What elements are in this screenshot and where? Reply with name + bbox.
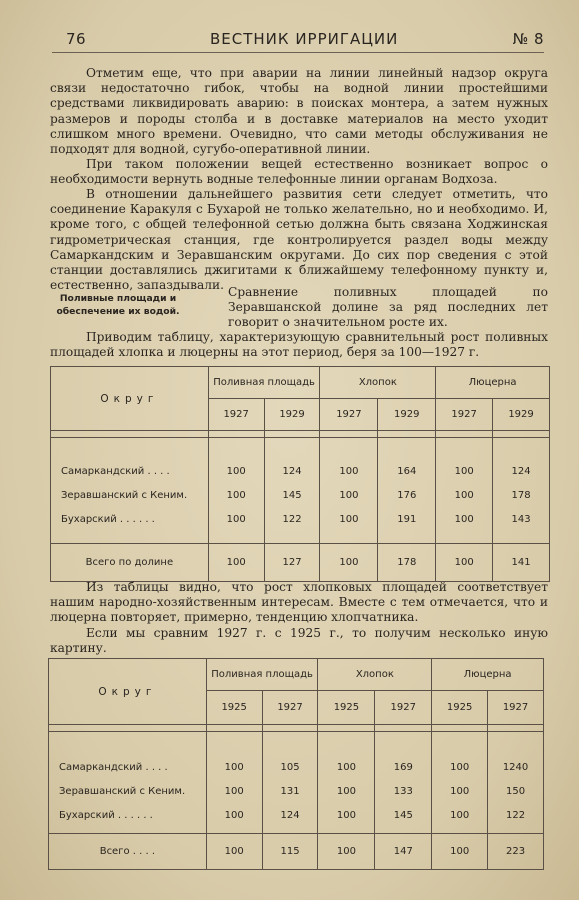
year-header: 1929 (378, 399, 436, 431)
value-cell: 124 145 122 (264, 438, 320, 544)
paragraph-4: Сравнение поливных площадей по Зеравшанской долине за ряд последних лет говорит о значительном росте их. (228, 285, 548, 330)
region-name: Зеравшанский с Кеним. (61, 490, 188, 501)
value-cell: 124 178 143 (493, 438, 550, 544)
total-value: 127 (264, 544, 320, 582)
value-cell: 169 133 145 (375, 732, 432, 834)
value-cell: 100 100 100 (208, 438, 264, 544)
paragraph-1: Отметим еще, что при аварии на линии линейный надзор округа связи недостаточно гибок, чтобы на водной линии простейшими средствами ликвидировать аварию: в поисках монтера, а затем нужных размеров и породы столба и в доставке материалов на место уходит слишком много времени. Очевидно, что сами методы обслуживания не подходят для водной, сугубо-оперативной линии. (50, 66, 548, 157)
group-header: Поливная площадь (208, 367, 320, 399)
year-header: 1927 (488, 691, 544, 725)
year-header: 1929 (493, 399, 550, 431)
value-cell: 100 100 100 (320, 438, 378, 544)
total-row (51, 544, 550, 582)
total-value: 100 (436, 544, 493, 582)
total-value: 115 (262, 834, 318, 870)
total-row (49, 834, 544, 870)
value-cell: 100 100 100 (318, 732, 375, 834)
region-name: Бухарский . . . . . . (59, 810, 153, 821)
okrug-header: Округ (51, 367, 209, 431)
total-value: 147 (375, 834, 432, 870)
year-header: 1925 (432, 691, 488, 725)
okrug-header: Округ (49, 659, 207, 725)
region-cell (49, 732, 207, 834)
region-cell (51, 438, 209, 544)
total-value: 141 (493, 544, 550, 582)
region-name: Зеравшанский с Кеним. (59, 786, 186, 797)
total-value: 100 (432, 834, 488, 870)
table-1925-1927 (48, 658, 544, 870)
group-header: Люцерна (436, 367, 550, 399)
value-cell: 100 100 100 (206, 732, 262, 834)
value-cell: 100 100 100 (432, 732, 488, 834)
year-header: 1927 (436, 399, 493, 431)
group-header: Хлопок (320, 367, 436, 399)
group-header: Хлопок (318, 659, 432, 691)
value-cell: 100 100 100 (436, 438, 493, 544)
value-cell: 1240 150 122 (488, 732, 544, 834)
table-1927-1929 (50, 366, 550, 582)
paragraph-7: Если мы сравним 1927 г. с 1925 г., то получим несколько иную картину. (50, 626, 548, 656)
region-name: Самаркандский . . . . (59, 762, 168, 773)
year-header: 1925 (318, 691, 375, 725)
year-header: 1927 (320, 399, 378, 431)
journal-title: ВЕСТНИК ИРРИГАЦИИ (210, 30, 399, 48)
group-header: Люцерна (432, 659, 544, 691)
region-name: Бухарский . . . . . . (61, 514, 155, 525)
total-label: Всего по долине (51, 544, 209, 582)
total-value: 100 (318, 834, 375, 870)
page-number: 76 (66, 30, 87, 48)
region-name: Самаркандский . . . . (61, 466, 170, 477)
total-value: 100 (320, 544, 378, 582)
total-value: 100 (206, 834, 262, 870)
total-label: Всего . . . . (49, 834, 207, 870)
year-header: 1925 (206, 691, 262, 725)
paragraph-6: Из таблицы видно, что рост хлопковых площадей соответствует нашим народно-хозяйственным интересам. Вместе с тем отмечается, что и люцерна повторяет, примерно, тенденцию хлопчатника. (50, 580, 548, 625)
total-value: 100 (208, 544, 264, 582)
year-header: 1927 (208, 399, 264, 431)
group-header: Поливная площадь (206, 659, 318, 691)
paragraph-5: Приводим таблицу, характеризующую сравнительный рост поливных площадей хлопка и люцерны на этот период, беря за 100—1927 г. (50, 330, 548, 360)
paragraph-3: В отношении дальнейшего развития сети следует отметить, что соединение Каракуля с Бухарой не только желательно, но и необходимо. И, кроме того, с общей телефонной сетью должна быть связана Ходжинская гидрометрическая станция, где контролируется раздел воды между Самаркандским и Зеравшанским округами. До сих пор сведения с этой станции доставлялись джигитами к ближайшему телефонному пункту и, естественно, запаздывали. (50, 187, 548, 293)
issue-number: № 8 (512, 30, 544, 48)
running-header (52, 30, 544, 53)
year-header: 1927 (262, 691, 318, 725)
paragraph-2: При таком положении вещей естественно возникает вопрос о необходимости вернуть водные телефонные линии органам Водхоза. (50, 157, 548, 187)
side-heading: Поливные площади и обеспечение их водой. (56, 293, 180, 317)
total-value: 223 (488, 834, 544, 870)
value-cell: 164 176 191 (378, 438, 436, 544)
value-cell: 105 131 124 (262, 732, 318, 834)
total-value: 178 (378, 544, 436, 582)
year-header: 1929 (264, 399, 320, 431)
year-header: 1927 (375, 691, 432, 725)
